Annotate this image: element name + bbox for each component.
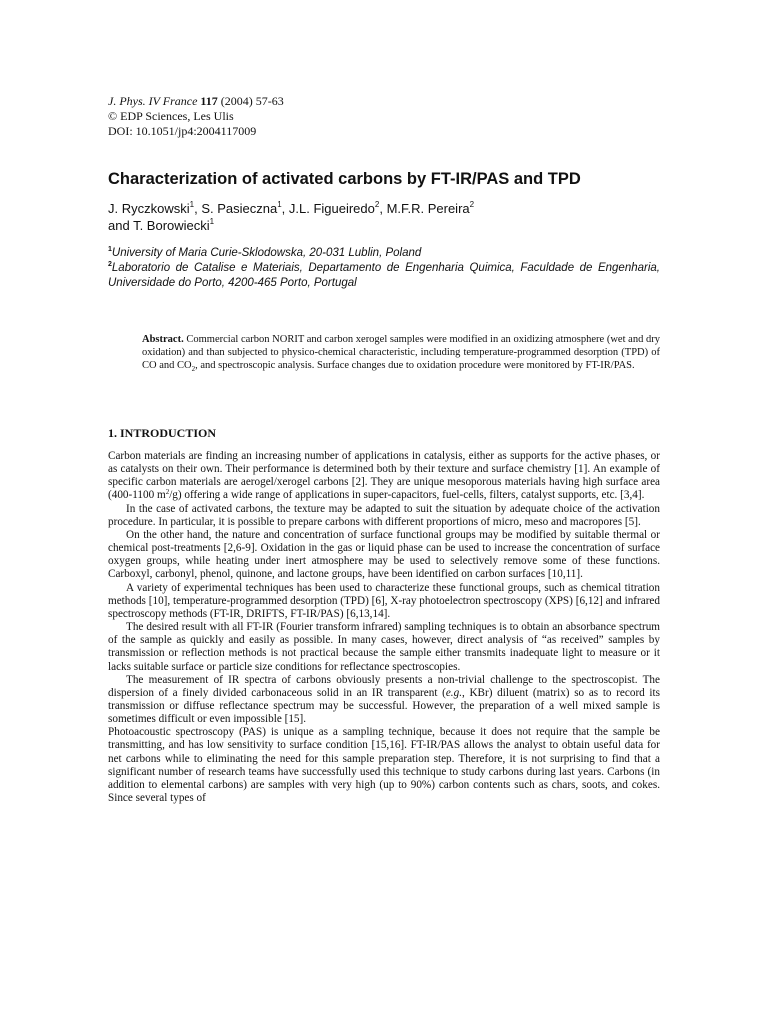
author-name: T. Borowiecki [133,218,210,233]
author-name: S. Pasieczna [201,201,278,216]
author-name: J.L. Figueiredo [288,201,375,216]
author-affiliation-mark: 1 [277,200,282,209]
body-text [108,450,660,805]
paragraph-text: Carbon materials are finding an increasing number of applications in catalysis, either as supports for the active phases, or as catalysts on their own. Their performance is determined both by their texture and surface chemistry [1]. An example of specific carbon materials are aerogel/xerogel carbons [2]. They are unique mesoporous materials having high surface area (400-1100 m [108,450,660,502]
affiliations [108,246,660,291]
abstract-text-end: , and spectroscopic analysis. Surface changes due to oxidation procedure were monitored by FT-IR/PAS. [195,360,635,371]
journal-info [108,94,668,139]
affiliation-text: University of Maria Curie-Sklodowska, 20-031 Lublin, Poland [111,247,422,259]
affiliation-mark: 1 [108,246,112,253]
paragraph-text: /g) offering a wide range of applications in super-capacitors, fuel-cells, filters, catalyst supports, etc. [3,4]. [169,489,645,502]
affiliation-text: Laboratorio de Catalise e Materiais, Departamento de Engenharia Quimica, Faculdade de Engenharia, Universidade do Porto, 4200-465 Porto, Portugal [108,262,660,289]
author-affiliation-mark: 2 [469,200,475,209]
affiliation-mark: 2 [108,261,112,268]
emphasis: e.g. [445,686,462,699]
superscript: 2 [165,488,170,497]
journal-copyright: © EDP Sciences, Les Ulis [108,109,234,123]
author-affiliation-mark: 1 [189,200,195,209]
author-affiliation-mark: 2 [374,200,380,209]
author-list: J. Ryczkowski$^1$, S. Pasieczna$^1$, J.L. Figueiredo$^2$, M.F.R. Pereira$^2$ and T. Borowiecki$^1$ [108,200,475,233]
paragraph: In the case of activated carbons, the texture may be adapted to suit the situation by adequate choice of the activation procedure. In particular, it is possible to prepare carbons with different proportions of micro, meso and macropores [5]. [108,502,660,528]
paragraph: The desired result with all FT-IR (Fourier transform infrared) sampling techniques is to obtain an absorbance spectrum of the sample as quickly and easily as possible. In many cases, however, direct analysis of “as received” samples by transmission or reflection methods is not practical because the sample either transmits inadequate light to measure or it lacks suitable surface or particle size conditions for reflectance spectroscopies. [108,621,660,673]
section-heading: 1. INTRODUCTION [108,426,217,440]
paper-title: Characterization of activated carbons by FT-IR/PAS and TPD [108,170,581,188]
abstract-subscript: 2 [191,365,196,374]
author-name: M.F.R. Pereira [386,201,470,216]
paragraph [108,450,660,503]
paragraph: A variety of experimental techniques has been used to characterize these functional groups, such as chemical titration methods [10], temperature-programmed desorption (TPD) [6], X-ray photoelectron spectroscopy (XPS) [6,12] and infrared spectroscopy methods (FT-IR, DRIFTS, FT-IR/PAS) [6,13,14]. [108,581,660,620]
paragraph-text: , KBr) diluent (matrix) so as to record its transmission or diffuse reflectance spectrum may be successful. However, the preparation of a well mixed sample is sometimes difficult or even impossible [15]. [108,686,661,726]
paragraph-text: The measurement of IR spectra of carbons obviously presents a non-trivial challenge to the spectroscopist. The dispersion of a finely divided carbonaceous solid in an IR transparent ( [108,673,660,699]
journal-year-pages: (2004) 57-63 [220,94,284,108]
journal-volume: 117 [200,94,218,108]
author-affiliation-mark: 1 [209,217,215,226]
paragraph: Photoacoustic spectroscopy (PAS) is unique as a sampling technique, because it does not require that the sample be transmitting, and has low sensitivity to surface condition [15,16]. FT-IR/PAS allows the analyst to obtain useful data for net carbons while to eliminating the need for this sample preparation step. Therefore, it is not surprising to find that a significant number of research teams have successfully used this technique to study carbons during last years. Carbons (in addition to elemental carbons) are samples with very high (up to 90%) carbon contents such as chars, soots, and cokes. Since several types of [108,726,660,805]
affiliation-1 [108,246,660,261]
journal-doi: DOI: 10.1051/jp4:2004117009 [108,124,257,138]
abstract-label: Abstract. [142,334,184,345]
abstract [142,333,660,372]
paragraph [108,674,660,727]
journal-name: J. Phys. IV France [108,94,198,108]
abstract-text: Commercial carbon NORIT and carbon xerogel samples were modified in an oxidizing atmosphere (wet and dry oxidation) and than subjected to physico-chemical characteristic, including temperature-programmed desorption (TPD) of CO and CO [142,334,660,371]
journal-citation [108,94,668,109]
paragraph: On the other hand, the nature and concentration of surface functional groups may be modified by suitable thermal or chemical post-treatments [2,6-9]. Oxidation in the gas or liquid phase can be used to increase the concentration of surface oxygen groups, while heating under inert atmosphere may be used to selectively remove some of these functions. Carboxyl, carbonyl, phenol, quinone, and lactone groups, have been identified on carbon surfaces [10,11]. [108,528,660,581]
affiliation-2 [108,261,660,291]
author-name: J. Ryczkowski [108,201,190,216]
